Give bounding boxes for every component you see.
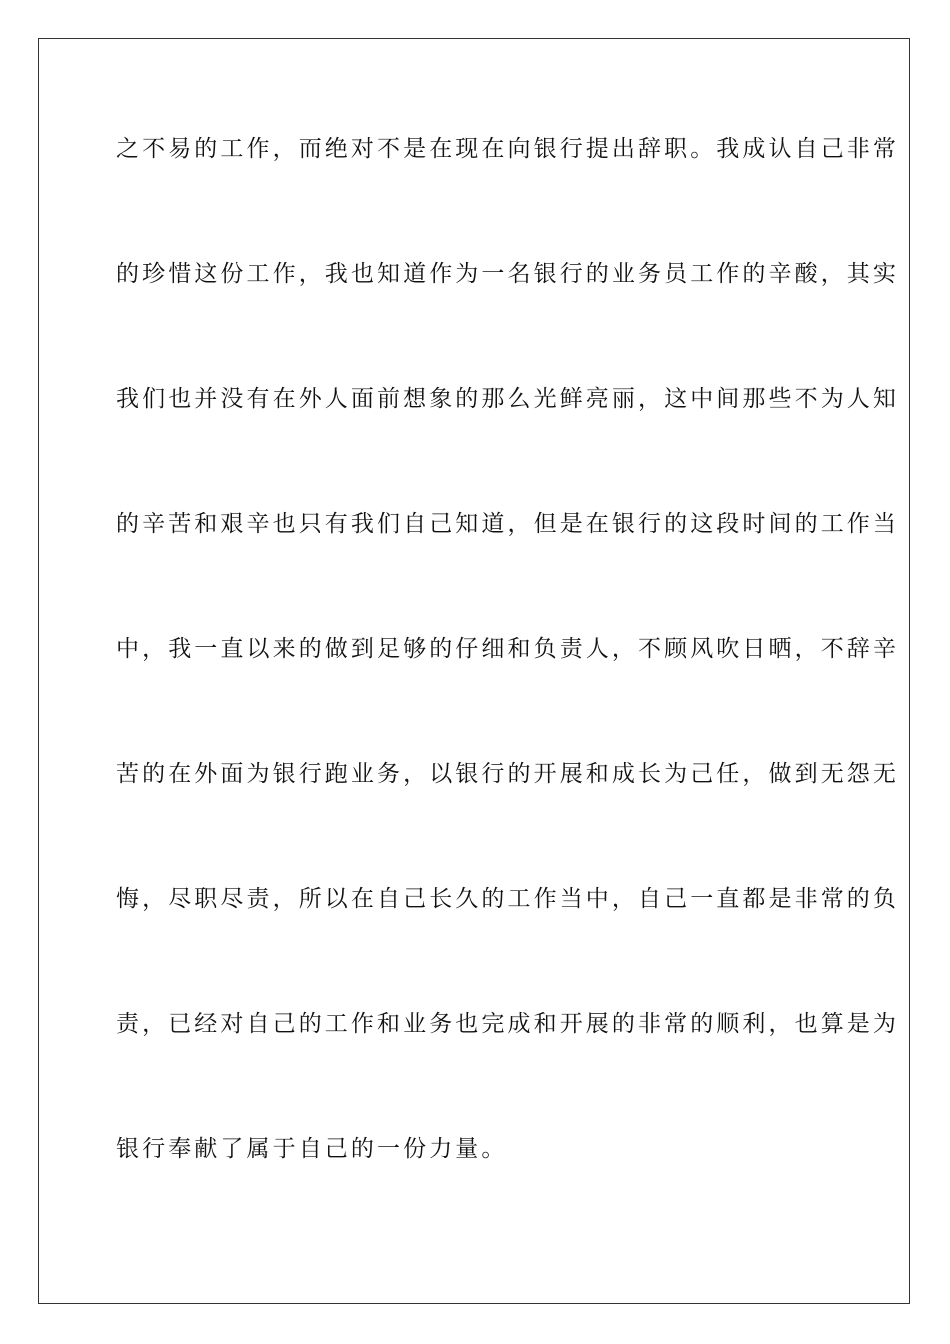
text-line-5: 中，我一直以来的做到足够的仔细和负责人，不顾风吹日晒，不辞辛	[116, 636, 899, 662]
text-line-2: 的珍惜这份工作，我也知道作为一名银行的业务员工作的辛酸，其实	[116, 261, 899, 287]
page-border	[38, 38, 910, 1304]
text-line-7: 悔，尽职尽责，所以在自己长久的工作当中，自己一直都是非常的负	[116, 886, 899, 912]
text-line-4: 的辛苦和艰辛也只有我们自己知道，但是在银行的这段时间的工作当	[116, 511, 899, 537]
text-line-8: 责，已经对自己的工作和业务也完成和开展的非常的顺利，也算是为	[116, 1011, 899, 1037]
text-line-1: 之不易的工作，而绝对不是在现在向银行提出辞职。我成认自己非常	[116, 136, 899, 162]
text-line-9: 银行奉献了属于自己的一份力量。	[116, 1136, 508, 1162]
text-line-6: 苦的在外面为银行跑业务，以银行的开展和成长为己任，做到无怨无	[116, 761, 899, 787]
text-line-3: 我们也并没有在外人面前想象的那么光鲜亮丽，这中间那些不为人知	[116, 386, 899, 412]
